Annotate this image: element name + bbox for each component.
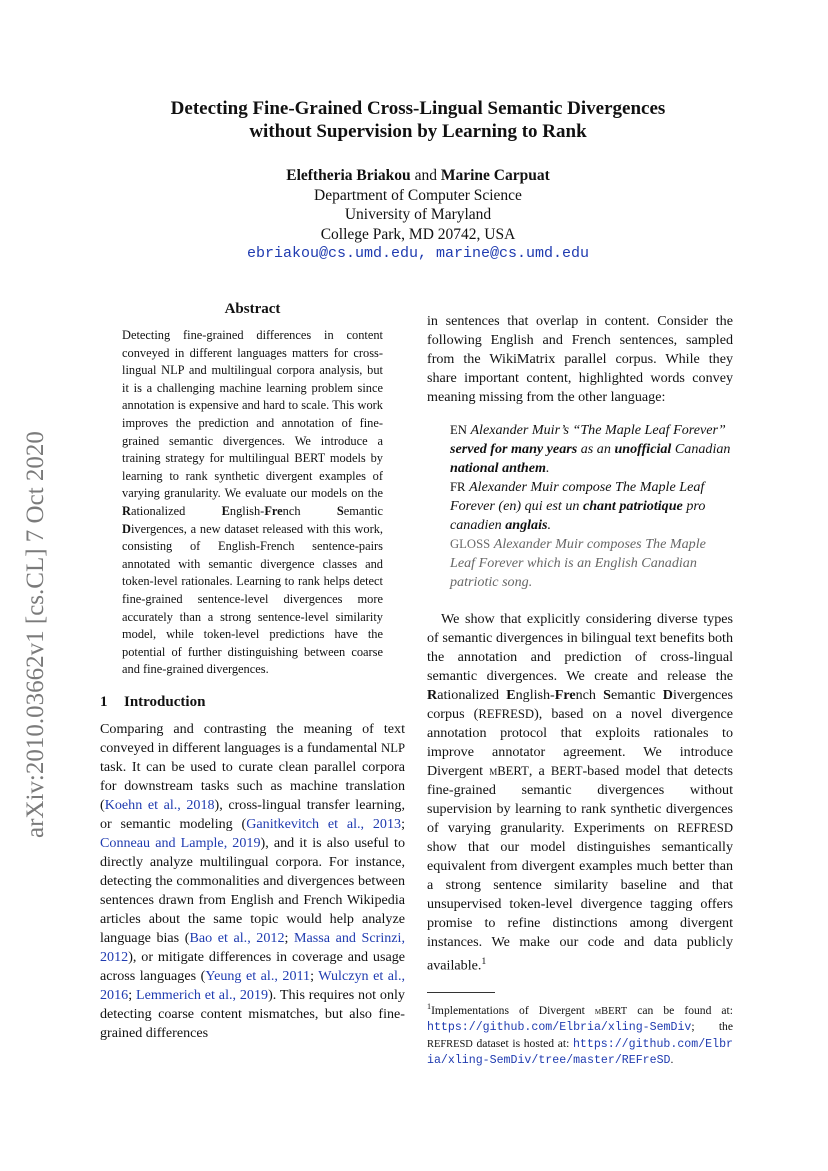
intro-continued-paragraph: in sentences that overlap in content. Consider the following English and French sentences, sampled from the WikiMatrix parallel corpus. While they share important content, highlighted words convey meaning missing from the other language: bbox=[427, 313, 733, 405]
highlight-text: national anthem bbox=[450, 460, 546, 476]
right-column bbox=[427, 312, 733, 1069]
footnote-number: 1 bbox=[427, 1001, 432, 1011]
example-text: pro canadien bbox=[450, 498, 706, 533]
intro-text: Comparing and contrasting the meaning of text conveyed in different languages is a fundamental bbox=[100, 720, 405, 756]
abstract-letter-s: S bbox=[336, 503, 344, 518]
abstract-part: Detecting fine-grained differences in content conveyed in different languages matters for cross-lingual NLP and multilingual corpora analysis, but it is a challenging machine learning problem since annotation is expensive and hard to scale. This work improves the prediction and annotation of fine-grained semantic divergences. We introduce a training strategy for multilingual BERT models by learning to rank synthetic divergent examples of varying granularity. We evaluate our models on the bbox=[122, 328, 383, 501]
citation-link[interactable]: Ganitkevitch et al., 2013 bbox=[246, 815, 402, 832]
para-text: -based model that detects fine-grained semantic divergences without supervision by learning to rank synthetic divergences of varying granularity. Experiments on bbox=[427, 763, 734, 836]
lang-tag-gloss: GLOSS bbox=[450, 537, 491, 551]
citation-link[interactable]: Conneau and Lample, 2019 bbox=[100, 834, 261, 851]
footnote-marker[interactable]: 1 bbox=[481, 956, 487, 967]
abstract-letter-d: D bbox=[122, 521, 131, 536]
title-line-2: without Supervision by Learning to Rank bbox=[249, 121, 587, 142]
bold-letter: D bbox=[662, 687, 673, 703]
bold-letter: Fre bbox=[554, 687, 576, 703]
intro-text: ; bbox=[310, 967, 319, 984]
footnote-divider bbox=[427, 992, 495, 993]
author-block bbox=[100, 166, 736, 264]
bert-acronym: BERT bbox=[550, 764, 583, 778]
lang-tag-en: EN bbox=[450, 423, 467, 437]
para-text: nch bbox=[575, 687, 604, 703]
title-line-1: Detecting Fine-Grained Cross-Lingual Semantic Divergences bbox=[170, 98, 666, 119]
highlight-text: chant patriotique bbox=[582, 498, 683, 514]
abstract-part: emantic bbox=[343, 503, 383, 518]
highlight-text: anglais bbox=[505, 517, 548, 533]
example-text: Alexander Muir’s “The Maple Leaf Forever” bbox=[470, 422, 726, 438]
arxiv-side-label: arXiv:2010.03662v1 [cs.CL] 7 Oct 2020 bbox=[22, 431, 49, 838]
citation-link[interactable]: Koehn et al., 2018 bbox=[104, 796, 215, 813]
citation-link[interactable]: Wulczyn et al., 2016 bbox=[100, 967, 405, 1003]
intro-text: ; bbox=[401, 815, 405, 832]
intro-text: ), and it is also useful to directly analyze multilingual corpora. For instance, detecting the commonalities and divergences between sentences drawn from English and French Wikipedia articles about the same topic would help analyze language bias ( bbox=[100, 834, 405, 946]
intro-text: ; bbox=[284, 929, 295, 946]
code-url-link[interactable]: https://github.com/Elbria/xling-SemDiv bbox=[427, 1021, 692, 1035]
paper-title bbox=[100, 97, 736, 143]
intro-text: ; bbox=[128, 986, 136, 1003]
footnote-text: ; the bbox=[691, 1020, 733, 1034]
para-text: , a bbox=[528, 763, 551, 779]
para-text: show that our model distinguishes semantically equivalent from divergent examples much better than a strong sentence similarity baseline and that unsupervised token-level divergence tagging offers promise to refine distinctions among divergent instances. We make our code and data publicly available. bbox=[427, 839, 733, 974]
para-text: nglish- bbox=[515, 687, 555, 703]
section-title: Introduction bbox=[124, 693, 206, 710]
author-and: and bbox=[414, 167, 437, 184]
section-heading-introduction bbox=[100, 693, 405, 712]
section-number: 1 bbox=[100, 693, 108, 710]
footnote-text: dataset is hosted at: bbox=[472, 1036, 573, 1050]
affiliation-univ: University of Maryland bbox=[344, 206, 492, 223]
citation-link[interactable]: Bao et al., 2012 bbox=[189, 929, 285, 946]
contributions-paragraph bbox=[427, 610, 733, 976]
footnote-text: . bbox=[670, 1053, 674, 1067]
abstract-text bbox=[100, 327, 405, 679]
author-emails[interactable]: ebriakou@cs.umd.edu, marine@cs.umd.edu bbox=[246, 245, 590, 262]
example-fr bbox=[450, 478, 733, 535]
left-column bbox=[100, 300, 405, 1043]
bold-letter: S bbox=[603, 687, 611, 703]
author-names bbox=[100, 166, 736, 186]
mbert-acronym: mBERT bbox=[594, 1005, 628, 1017]
abstract-part: ationalized bbox=[130, 503, 222, 518]
dataset-url-link[interactable]: https://github.com/Elbria/xling-SemDiv/tree/master/REFreSD bbox=[427, 1037, 733, 1068]
abstract-letter-r: R bbox=[122, 503, 131, 518]
abstract-letter-e: E bbox=[221, 503, 230, 518]
highlight-text: unofficial bbox=[614, 441, 672, 457]
lang-tag-fr: FR bbox=[450, 480, 466, 494]
example-text: Canadian bbox=[674, 441, 731, 457]
citation-link[interactable]: Yeung et al., 2011 bbox=[205, 967, 311, 984]
abstract-letter-fre: Fre bbox=[264, 503, 283, 518]
highlight-text: served for many years bbox=[450, 441, 578, 457]
intro-text: ), cross-lingual transfer learning, or semantic modeling ( bbox=[100, 796, 405, 832]
gloss-text: Alexander Muir composes The Maple Leaf Forever which is an English Canadian patriotic song. bbox=[450, 536, 706, 590]
abstract-part: ivergences, a new dataset released with this work, consisting of English-French sentence-pairs annotated with semantic divergence classes and token-level rationales. Learning to rank helps detect fine-grained sentence-level divergences more accurately than a strong sentence-level similarity model, while token-level predictions have the potential of further distinguishing between coarse and fine-grained divergences. bbox=[122, 521, 383, 677]
author-1: Eleftheria Briakou bbox=[286, 167, 411, 184]
footnote-text: can be found at: bbox=[627, 1003, 734, 1017]
refresd-acronym: REFRESD bbox=[427, 1038, 473, 1050]
para-text: emantic bbox=[611, 687, 656, 703]
para-text: ivergences corpus ( bbox=[427, 687, 733, 722]
refresd-acronym: REFRESD bbox=[478, 707, 535, 721]
para-text: We show that explicitly considering diverse types of semantic divergences in bilingual text benefits both the annotation and prediction of cross-lingual semantic divergences. We create and release the bbox=[427, 611, 733, 684]
abstract-heading: Abstract bbox=[224, 301, 281, 317]
intro-text: task. It can be used to curate clean parallel corpora for downstream tasks such as machine translation ( bbox=[100, 758, 405, 813]
example-text: . bbox=[547, 517, 552, 533]
author-2: Marine Carpuat bbox=[440, 167, 550, 184]
example-text: Alexander Muir compose The Maple Leaf Forever (en) qui est un bbox=[450, 479, 705, 514]
affiliation-dept: Department of Computer Science bbox=[314, 186, 522, 204]
example-en bbox=[450, 421, 733, 478]
para-text: ationalized bbox=[437, 687, 507, 703]
bold-letter: E bbox=[506, 687, 516, 703]
intro-text: ). This requires not only detecting coarse content mismatches, but also fine-grained differences bbox=[100, 986, 405, 1041]
refresd-acronym: REFRESD bbox=[677, 821, 733, 835]
para-text: ), based on a novel divergence annotation protocol that exploits rationales to improve annotator agreement. We introduce Divergent bbox=[427, 706, 733, 779]
footnote bbox=[427, 999, 733, 1069]
bold-letter: R bbox=[427, 687, 438, 703]
example-text: . bbox=[545, 460, 550, 476]
nlp-acronym: NLP bbox=[381, 740, 405, 755]
abstract-part: nch bbox=[282, 503, 337, 518]
citation-link[interactable]: Lemmerich et al., 2019 bbox=[135, 986, 269, 1003]
affiliation-city: College Park, MD 20742, USA bbox=[320, 225, 516, 243]
example-block bbox=[450, 421, 733, 592]
example-text: as an bbox=[580, 441, 611, 457]
mbert-acronym: mBERT bbox=[489, 764, 529, 778]
abstract-part: nglish- bbox=[229, 503, 265, 518]
intro-text: ), or mitigate differences in coverage and usage across languages ( bbox=[100, 948, 405, 984]
citation-link[interactable]: Massa and Scrinzi, 2012 bbox=[100, 929, 405, 965]
footnote-text: Implementations of Divergent bbox=[431, 1003, 595, 1017]
intro-paragraph bbox=[100, 720, 405, 1043]
example-gloss bbox=[450, 535, 733, 592]
